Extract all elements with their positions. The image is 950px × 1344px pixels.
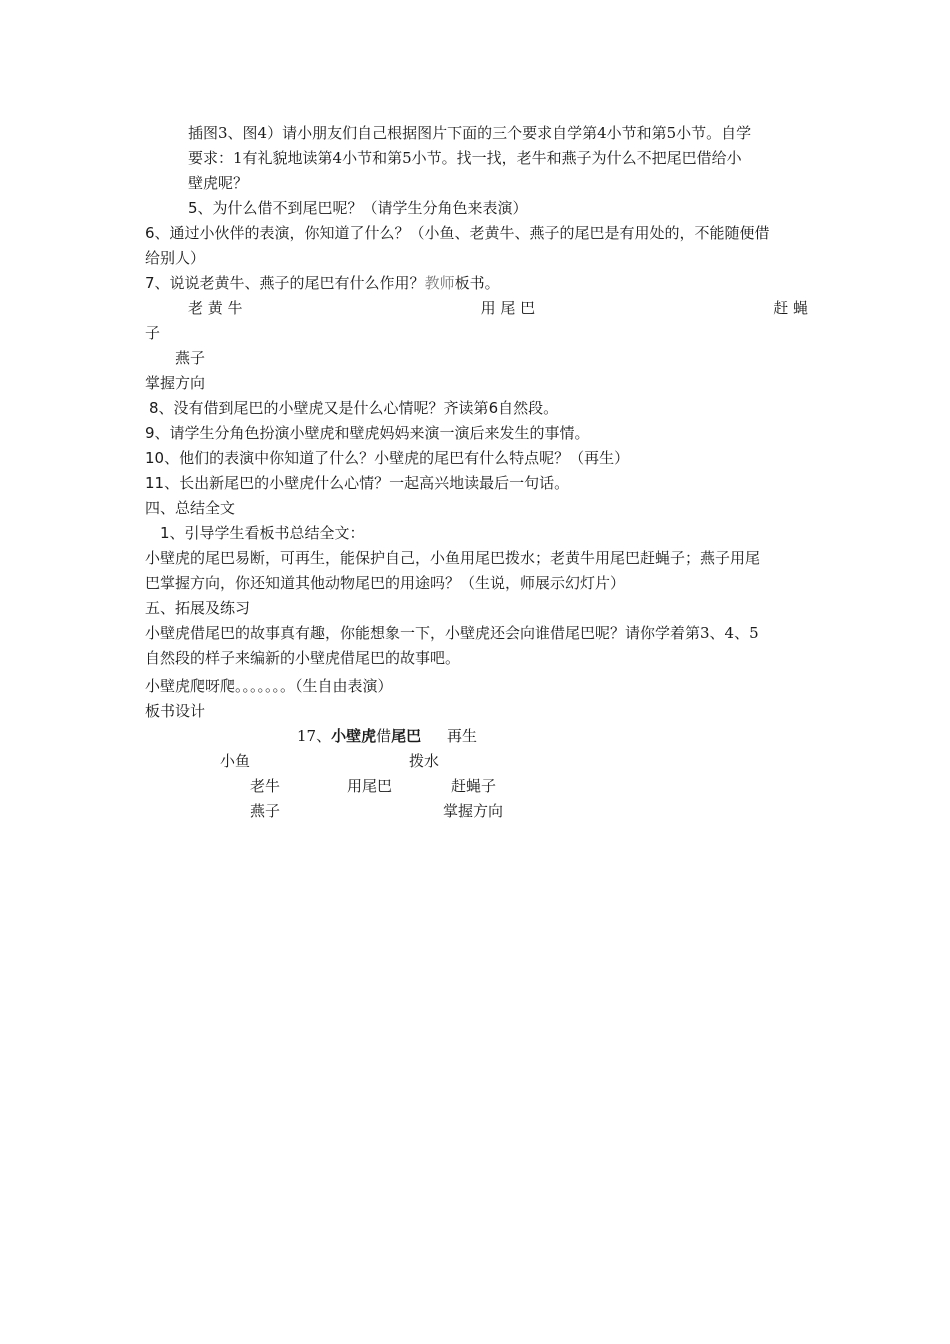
- item-number-inline: 6: [488, 399, 499, 417]
- paragraph-line: 自然段的样子来编新的小壁虎借尾巴的故事吧。: [145, 649, 461, 667]
- paragraph-line: 燕子: [175, 349, 206, 367]
- list-item: [145, 448, 629, 468]
- list-item: [160, 523, 365, 543]
- paragraph-line: 给别人）: [145, 249, 206, 267]
- item-text: 请学生分角色扮演小壁虎和壁虎妈妈来演一演后来发生的事情。: [169, 424, 590, 442]
- item-number: 5、: [188, 199, 213, 217]
- item-text: 说说老黄牛、燕子的尾巴有什么作用？: [169, 274, 425, 292]
- item-text: 他们的表演中你知道了什么？小壁虎的尾巴有什么特点呢？（再生）: [179, 449, 630, 467]
- board-word: 老牛: [250, 777, 281, 795]
- board-word: 赶蝇子: [451, 777, 497, 795]
- item-number: 6、: [145, 224, 170, 242]
- board-title-number: 17、: [297, 727, 332, 745]
- item-text: 没有借到尾巴的小壁虎又是什么心情呢？齐读第: [173, 399, 489, 417]
- item-text: 引导学生看板书总结全文：: [184, 524, 365, 542]
- board-title-text: 小壁虎: [331, 727, 377, 745]
- item-number: 8、: [149, 399, 174, 417]
- section-heading: 板书设计: [145, 702, 206, 720]
- section-heading: 四、总结全文: [145, 499, 236, 517]
- item-text: 长出新尾巴的小壁虎什么心情？一起高兴地读最后一句话。: [179, 474, 570, 492]
- paragraph-line: 小壁虎的尾巴易断，可再生，能保护自己，小鱼用尾巴拨水；老黄牛用尾巴赶蝇子；燕子用尾: [145, 549, 761, 567]
- item-number: 11、: [145, 474, 180, 492]
- row-cell: 用 尾 巴: [480, 299, 536, 317]
- board-word: 小鱼: [220, 752, 251, 770]
- list-item: [145, 473, 569, 493]
- board-word: 拨水: [409, 752, 440, 770]
- paragraph-line: 插图3、图4）请小朋友们自己根据图片下面的三个要求自学第4小节和第5小节。自学: [188, 124, 752, 142]
- paragraph-line: 掌握方向: [145, 374, 206, 392]
- board-title: [297, 726, 421, 746]
- item-text-gray: 教师: [424, 274, 455, 292]
- item-number: 10、: [145, 449, 180, 467]
- paragraph-line: 壁虎呢？: [188, 174, 249, 192]
- board-title-text: 尾巴: [391, 727, 422, 745]
- item-text: 自然段。: [498, 399, 559, 417]
- board-word: 燕子: [250, 802, 281, 820]
- list-item: [145, 273, 500, 293]
- list-item: [188, 198, 528, 218]
- list-item: [145, 223, 770, 243]
- blackboard-row: [188, 298, 808, 318]
- paragraph-line: 子: [145, 324, 161, 342]
- board-word: 掌握方向: [443, 802, 504, 820]
- paragraph-line: 要求：1有礼貌地读第4小节和第5小节。找一找，老牛和燕子为什么不把尾巴借给小: [188, 149, 742, 167]
- paragraph-line: 小壁虎爬呀爬。。。。。。。（生自由表演）: [145, 677, 393, 695]
- item-text: 板书。: [454, 274, 500, 292]
- board-title-text: 借: [376, 727, 392, 745]
- paragraph-line: 巴掌握方向，你还知道其他动物尾巴的用途吗？（生说，师展示幻灯片）: [145, 574, 626, 592]
- list-item: [149, 398, 558, 418]
- board-word: 再生: [447, 727, 478, 745]
- item-number: 9、: [145, 424, 170, 442]
- item-number: 1、: [160, 524, 185, 542]
- row-cell: 老 黄 牛: [188, 299, 243, 317]
- row-cell: 赶 蝇: [773, 299, 808, 317]
- list-item: [145, 423, 590, 443]
- item-text: 为什么借不到尾巴呢？（请学生分角色来表演）: [212, 199, 528, 217]
- item-text: 通过小伙伴的表演，你知道了什么？（小鱼、老黄牛、燕子的尾巴是有用处的，不能随便借: [169, 224, 770, 242]
- section-heading: 五、拓展及练习: [145, 599, 251, 617]
- board-word: 用尾巴: [347, 777, 393, 795]
- item-number: 7、: [145, 274, 170, 292]
- paragraph-line: 小壁虎借尾巴的故事真有趣，你能想象一下，小壁虎还会向谁借尾巴呢？请你学着第3、4、5: [145, 624, 759, 642]
